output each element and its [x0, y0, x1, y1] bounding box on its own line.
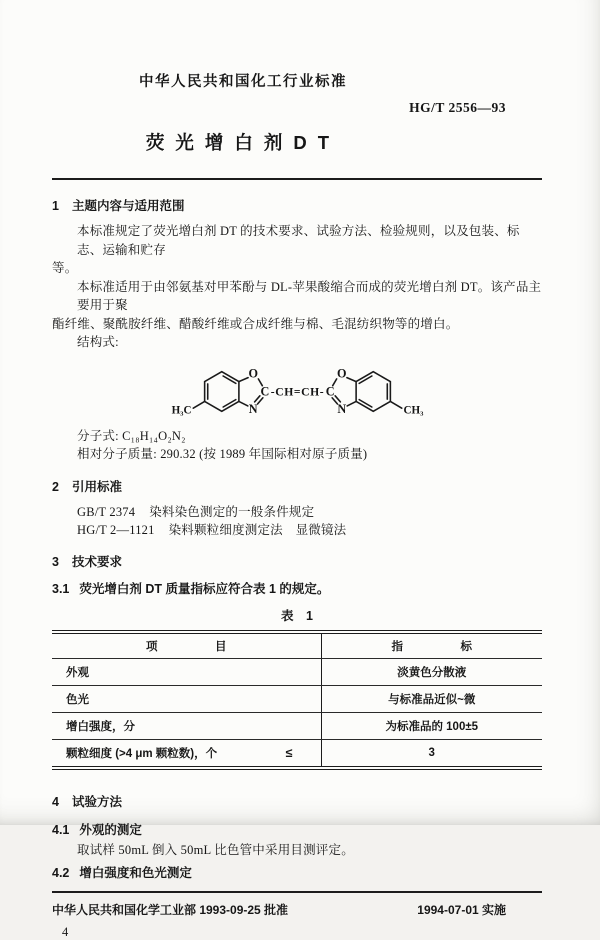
section-4-2-number: 4.2	[52, 866, 70, 880]
section-4-title: 试验方法	[71, 794, 122, 809]
quality-index-table	[52, 630, 542, 770]
molecular-formula-line	[52, 427, 542, 446]
section-4-1-number: 4.1	[52, 822, 70, 837]
scope-paragraph-1-line-1: 本标准规定了荧光增白剂 DT 的技术要求、试验方法、检验规则，以及包装、标志、运输和贮存	[77, 224, 520, 257]
document-title: 荧光增白剂DT	[145, 132, 341, 153]
table-cell-item: 增白强度，分	[52, 713, 322, 739]
section-2-heading	[52, 477, 542, 495]
table-cell-item: 色光	[52, 686, 322, 712]
reference-item	[52, 521, 542, 540]
methyl-group-left: H₃C	[171, 404, 192, 417]
table-row	[52, 659, 542, 686]
section-3-heading	[52, 552, 542, 570]
issuing-org-line: 中华人民共和国化工行业标准	[139, 74, 347, 90]
header-rule	[52, 178, 542, 180]
table-header-row	[52, 634, 542, 659]
standard-number: HG/T 2556—93	[409, 100, 506, 115]
carbon-atom-left: C	[260, 384, 270, 399]
molecular-mass-label: 相对分子质量:	[77, 447, 157, 461]
reference-code: GB/T 2374	[77, 504, 136, 519]
structure-label: 结构式:	[77, 335, 119, 349]
oxygen-atom-right: O	[337, 366, 347, 381]
section-1-number: 1	[52, 199, 59, 213]
scope-paragraph-2-line-1: 本标准适用于由邻氨基对甲苯酚与 DL-苹果酸缩合而成的荧光增白剂 DT。该产品主要用于聚	[77, 279, 542, 312]
section-3-1-number: 3.1	[52, 581, 70, 596]
table-1-caption: 表 1	[281, 608, 313, 623]
footer-rule	[52, 891, 542, 893]
nitrogen-atom-left: N	[248, 401, 258, 416]
benzoxazole-structure-drawing	[167, 354, 435, 422]
section-1-heading	[52, 196, 542, 214]
section-2-title: 引用标准	[71, 479, 122, 494]
section-4-1-body: 取试样 50mL 倒入 50mL 比色管中采用目测评定。	[77, 842, 354, 857]
molecular-formula-value: C₁₈H₁₄O₂N₂	[122, 428, 186, 443]
implementation-date: 1994-07-01 实施	[417, 903, 506, 917]
section-3-1-text: 荧光增白剂 DT 质量指标应符合表 1 的规定。	[79, 581, 330, 596]
reference-code: HG/T 2—1121	[77, 523, 155, 537]
chemical-structure-diagram	[56, 354, 546, 427]
scope-paragraph-1-line-2: 等。	[52, 261, 78, 275]
section-3-title: 技术要求	[71, 554, 122, 569]
molecular-formula-label: 分子式:	[77, 428, 119, 443]
carbon-atom-right: C	[325, 384, 335, 399]
reference-item	[52, 503, 542, 522]
reference-title: 染料染色测定的一般条件规定	[149, 504, 315, 519]
table-cell-value: 3	[428, 746, 435, 759]
section-4-2-heading	[52, 863, 542, 881]
vinylene-chain-label: -CH=CH-	[270, 385, 325, 399]
scope-paragraph-2-line-2: 酯纤维、聚酰胺纤维、醋酸纤维或合成纤维与棉、毛混纺织物等的增白。	[52, 316, 459, 331]
approval-statement: 中华人民共和国化学工业部 1993-09-25 批准	[52, 903, 289, 917]
reference-title: 染料颗粒细度测定法 显微镜法	[168, 523, 347, 537]
footer	[52, 901, 542, 918]
section-1-title: 主题内容与适用范围	[71, 199, 185, 213]
table-row	[52, 740, 542, 766]
molecular-mass-value: 290.32 (按 1989 年国际相对原子质量)	[160, 447, 368, 461]
oxygen-atom-left: O	[248, 366, 258, 381]
table-cell-value: 淡黄色分散液	[397, 666, 467, 679]
molecular-mass-line	[52, 445, 542, 464]
section-3-number: 3	[52, 554, 59, 569]
section-4-heading	[52, 792, 542, 810]
table-cell-value: 为标准品的 100±5	[385, 720, 479, 733]
table-row	[52, 713, 542, 740]
page-number: 4	[62, 925, 69, 939]
section-4-2-title: 增白强度和色光测定	[79, 866, 192, 880]
table-cell-item: 外观	[52, 659, 322, 685]
section-3-1-heading	[52, 579, 542, 597]
nitrogen-atom-right: N	[337, 401, 347, 416]
methyl-group-right: CH₃	[403, 404, 424, 417]
section-4-number: 4	[52, 794, 59, 809]
table-cell-item	[52, 740, 322, 766]
less-than-or-equal-symbol: ≤	[285, 745, 293, 760]
table-cell-item-text: 颗粒细度 (>4 μm 颗粒数)，个	[66, 747, 218, 760]
table-row	[52, 686, 542, 713]
table-cell-value: 与标准品近似~微	[388, 693, 476, 706]
table-header-item: 项 目	[52, 634, 322, 658]
table-header-index: 指 标	[391, 640, 472, 653]
section-4-1-heading	[52, 820, 542, 838]
section-4-1-title: 外观的测定	[79, 822, 142, 837]
section-2-number: 2	[52, 479, 59, 494]
